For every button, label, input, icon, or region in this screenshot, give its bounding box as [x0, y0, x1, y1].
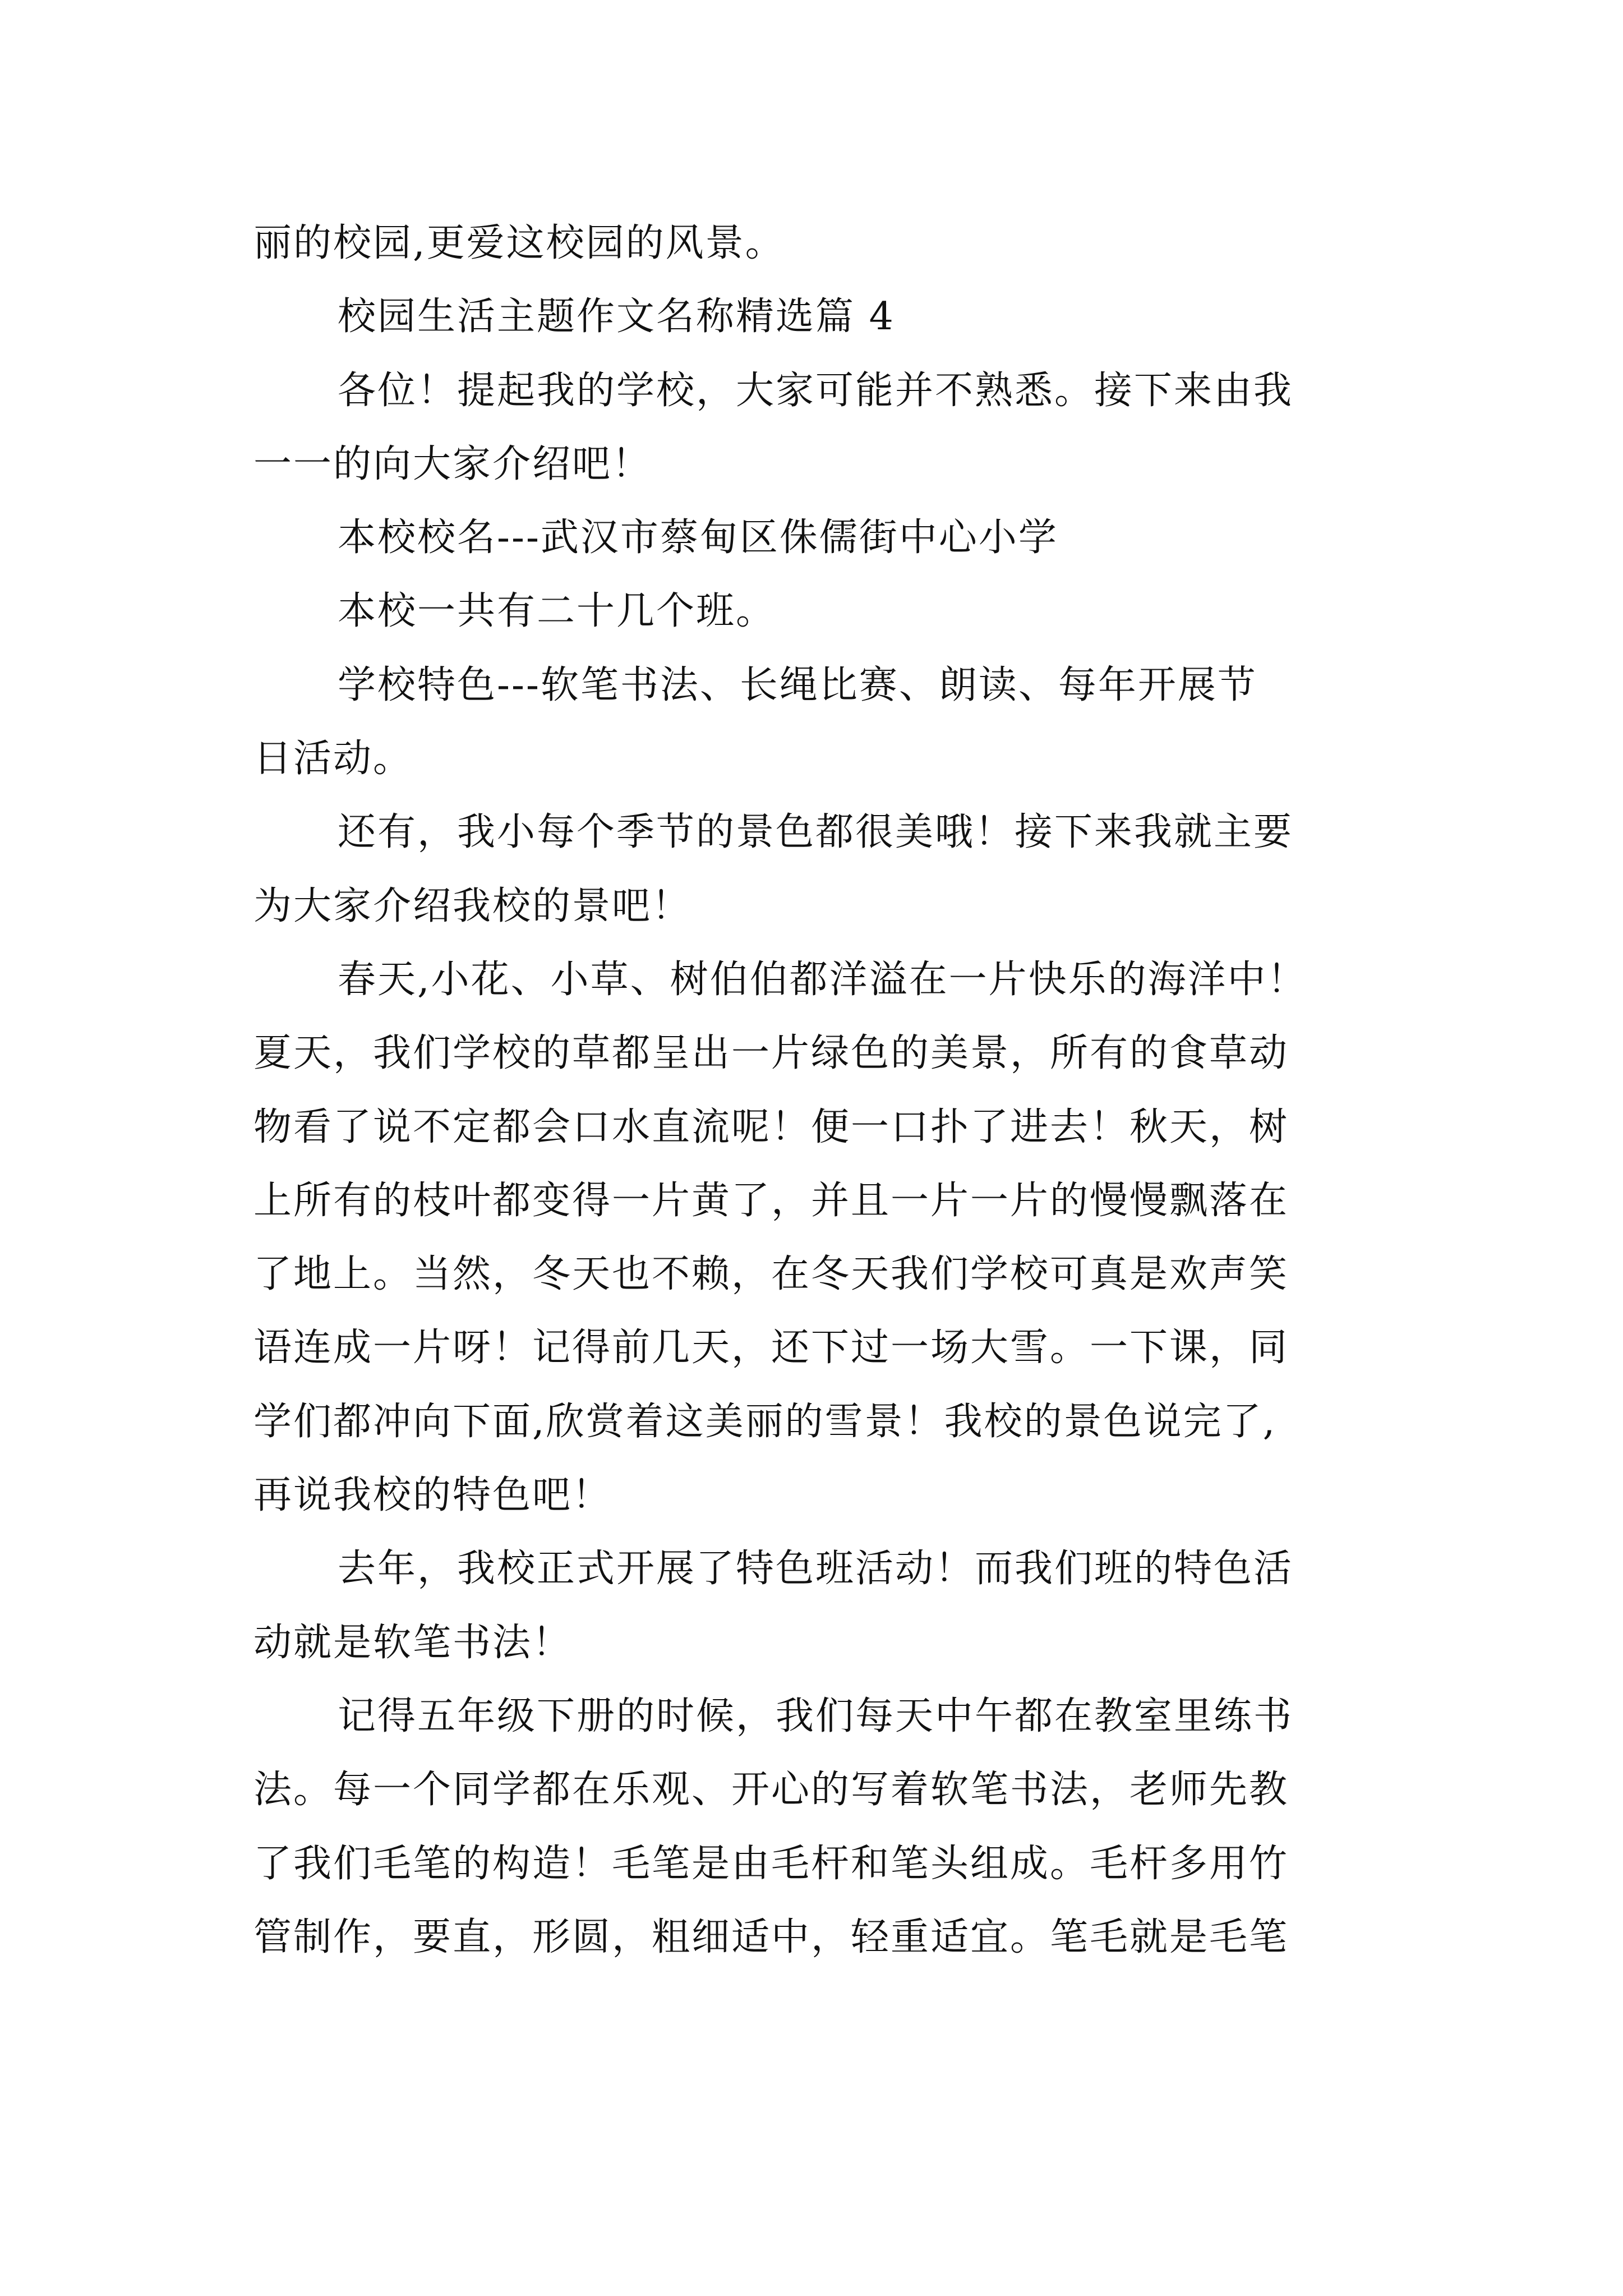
text-line: 法。每一个同学都在乐观、开心的写着软笔书法，老师先教 — [253, 1768, 1289, 1812]
text-line: 本校校名---武汉市蔡甸区侏儒街中心小学 — [338, 516, 1058, 560]
text-line: 本校一共有二十几个班。 — [338, 589, 776, 634]
text-line: 为大家介绍我校的景吧！ — [253, 884, 692, 928]
text-line: 丽的校园,更爱这校园的风景。 — [253, 221, 785, 265]
text-line: 春天,小花、小草、树伯伯都洋溢在一片快乐的海洋中！ — [338, 957, 1307, 1002]
text-line: 一一的向大家介绍吧！ — [253, 441, 652, 486]
text-line: 学们都冲向下面,欣赏着这美丽的雪景！我校的景色说完了, — [253, 1399, 1277, 1444]
text-line: 管制作，要直，形圆，粗细适中，轻重适宜。笔毛就是毛笔 — [253, 1915, 1289, 1959]
text-line: 了地上。当然，冬天也不赖，在冬天我们学校可真是欢声笑 — [253, 1252, 1289, 1297]
text-line: 物看了说不定都会口水直流呢！便一口扑了进去！秋天，树 — [253, 1105, 1289, 1149]
text-line: 动就是软笔书法！ — [253, 1620, 573, 1665]
text-line: 了我们毛笔的构造！毛笔是由毛杆和笔头组成。毛杆多用竹 — [253, 1841, 1289, 1886]
text-line: 各位！提起我的学校，大家可能并不熟悉。接下来由我 — [338, 368, 1294, 413]
text-line: 去年，我校正式开展了特色班活动！而我们班的特色活 — [338, 1547, 1294, 1591]
text-line: 日活动。 — [253, 737, 413, 781]
text-line: 还有，我小每个季节的景色都很美哦！接下来我就主要 — [338, 810, 1294, 855]
text-line: 夏天，我们学校的草都呈出一片绿色的美景，所有的食草动 — [253, 1031, 1289, 1076]
text-line: 记得五年级下册的时候，我们每天中午都在教室里练书 — [338, 1694, 1294, 1738]
text-line: 再说我校的特色吧！ — [253, 1473, 612, 1518]
document-body — [253, 206, 1392, 1974]
section-heading: 校园生活主题作文名称精选篇 4 — [338, 295, 895, 339]
text-line: 语连成一片呀！记得前几天，还下过一场大雪。一下课，同 — [253, 1326, 1289, 1370]
text-line: 学校特色---软笔书法、长绳比赛、朗读、每年开展节 — [338, 662, 1257, 707]
text-line: 上所有的枝叶都变得一片黄了，并且一片一片的慢慢飘落在 — [253, 1178, 1289, 1223]
